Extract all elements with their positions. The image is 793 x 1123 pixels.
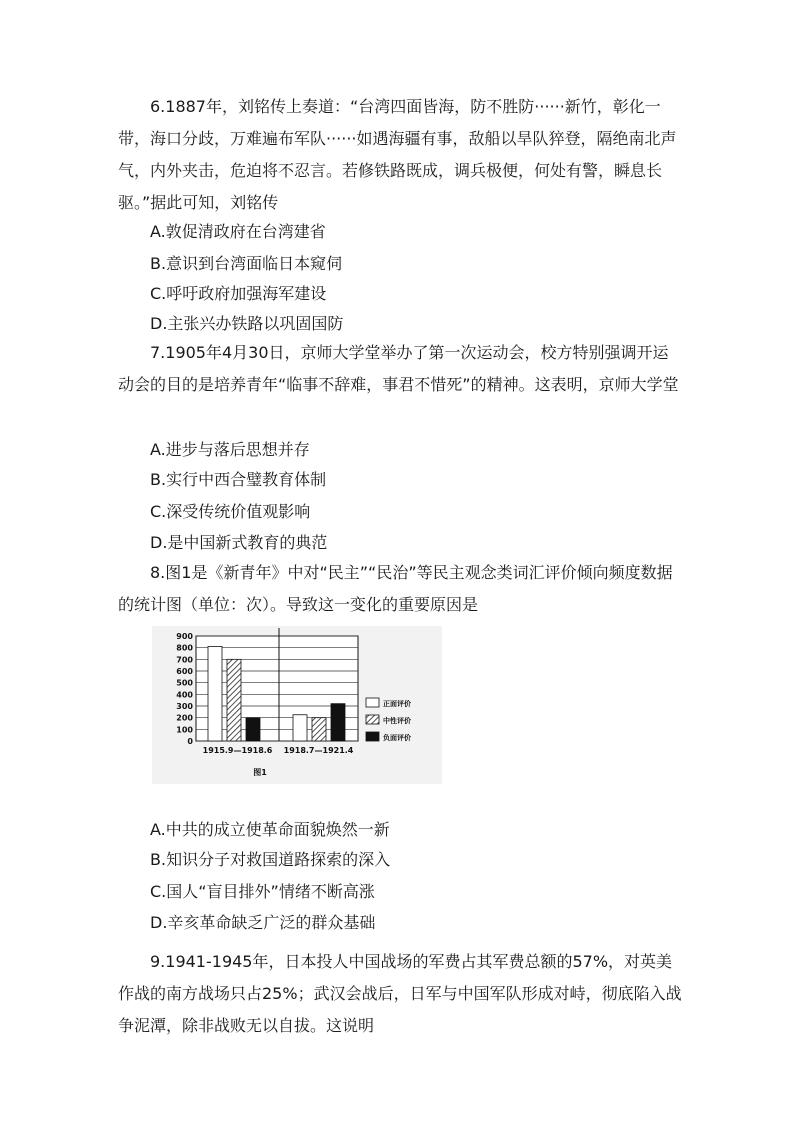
question-8-option-c[interactable]: C.国人“盲目排外”情绪不断高涨 [150,882,375,901]
bar-正面评价-2 [293,715,307,741]
legend-swatch [366,732,379,741]
question-7-option-d[interactable]: D.是中国新式教育的典范 [150,533,328,552]
x-tick-label: 1915.9—1918.6 [202,746,273,755]
y-tick-label: 600 [176,667,193,676]
question-6-option-b[interactable]: B.意识到台湾面临日本窥伺 [150,254,343,273]
y-tick-label: 900 [176,632,193,641]
y-tick-label: 200 [176,713,193,723]
y-tick-label: 0 [187,737,193,746]
bar-中性评价-2 [312,718,326,741]
bar-中性评价-1 [227,659,241,741]
x-tick-label: 1918.7—1921.4 [283,746,354,755]
legend-swatch [366,698,379,707]
figure-1-chart [152,626,442,784]
bar-chart-svg [152,626,442,784]
legend-swatch [366,715,379,724]
y-tick-label: 800 [176,643,193,653]
bar-负面评价-2 [331,704,345,741]
y-tick-label: 500 [176,678,193,688]
figure-caption: 图1 [253,768,267,777]
legend-label: 负面评价 [383,734,411,742]
question-8-option-b[interactable]: B.知识分子对救国道路探索的深入 [150,850,391,869]
bar-负面评价-1 [246,718,260,741]
y-tick-label: 100 [176,725,193,735]
question-6-option-d[interactable]: D.主张兴办铁路以巩固国防 [150,314,344,333]
question-6-option-c[interactable]: C.呼吁政府加强海军建设 [150,284,327,303]
question-7-stem: 7.1905年4月30日，京师大学堂举办了第一次运动会，校方特别强调开运动会的目的是培养青年“临事不辞难，事君不惜死”的精神。这表明，京师大学堂 [118,343,679,394]
y-tick-label: 700 [176,655,193,665]
y-tick-label: 300 [176,702,193,711]
question-6-stem: 6.1887年，刘铭传上奏道：“台湾四面皆海，防不胜防······新竹，彰化一带，海口分歧，万难遍布军队······如遇海疆有事，敌船以旱队猝登，隔绝南北声气，内外夹击，危迫将不忍言。若修铁路既成，调兵极便，何处有警，瞬息长驱。”据此可知，刘铭传 [118,97,677,212]
question-7-option-b[interactable]: B.实行中西合璧教育体制 [150,470,327,489]
question-6-option-a[interactable]: A.敦促清政府在台湾建省 [150,222,326,241]
question-7-option-a[interactable]: A.进步与落后思想并存 [150,440,310,459]
question-8-option-d[interactable]: D.辛亥革命缺乏广泛的群众基础 [150,913,376,932]
question-8-stem: 8.图1是《新青年》中对“民主”“民治”等民主观念类词汇评价倾向频度数据的统计图（单位：次）。导致这一变化的重要原因是 [118,563,673,614]
bar-正面评价-1 [208,647,222,742]
y-tick-label: 400 [176,690,193,700]
legend-label: 中性评价 [383,717,411,725]
question-7-option-c[interactable]: C.深受传统价值观影响 [150,502,311,521]
legend-label: 正面评价 [383,700,411,708]
question-8-option-a[interactable]: A.中共的成立使革命面貌焕然一新 [150,820,390,839]
question-9-stem: 9.1941-1945年，日本投人中国战场的军费占其军费总额的57%，对英美作战的南方战场只占25%；武汉会战后，日军与中国军队形成对峙，彻底陷入战争泥潭，除非战败无以自拔。这说明 [118,952,682,1035]
